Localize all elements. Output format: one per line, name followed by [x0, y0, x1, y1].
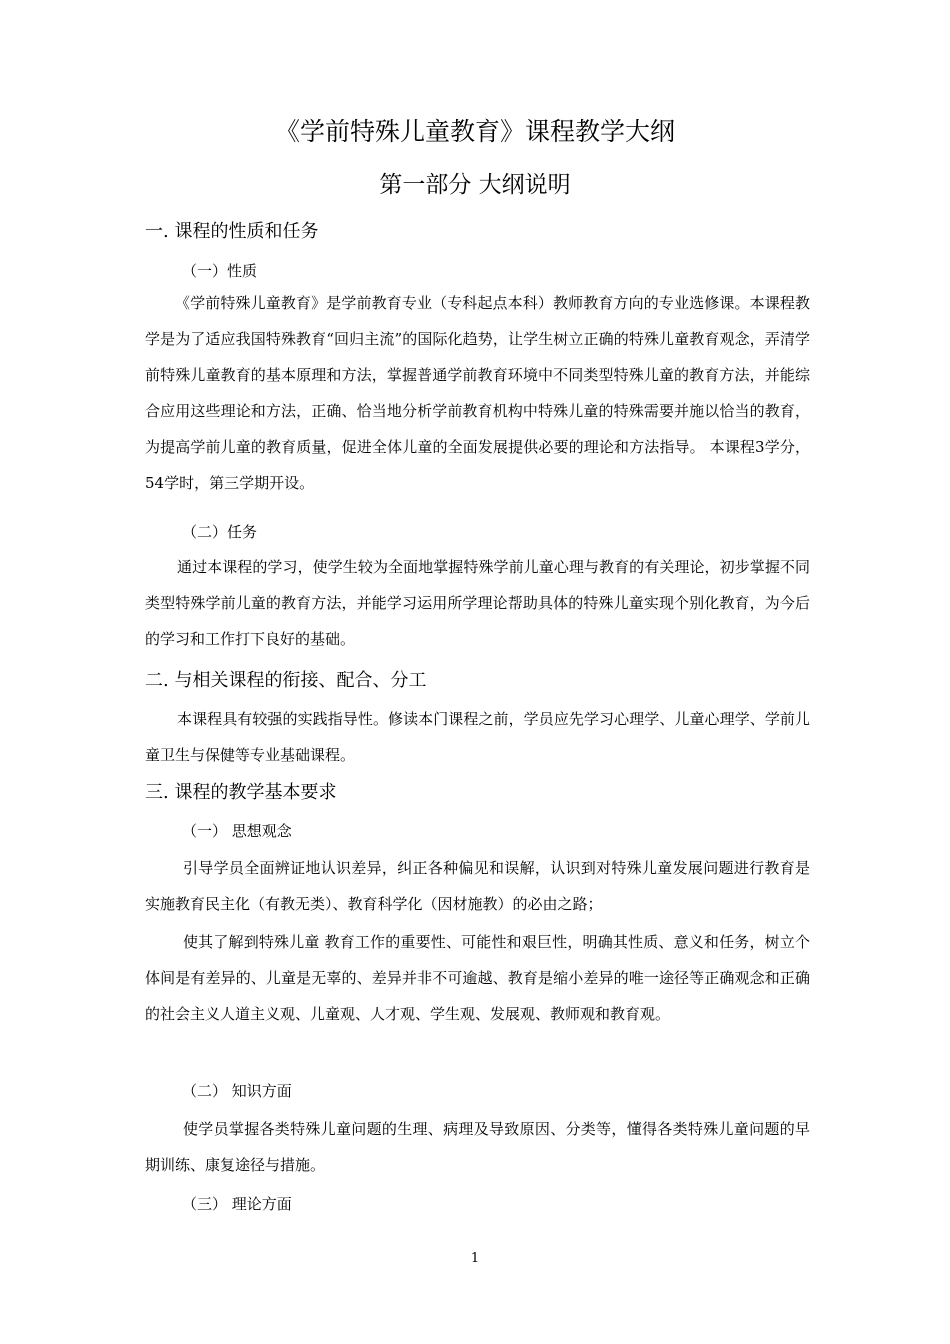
section3-sub2-paragraph: 使学员掌握各类特殊儿童问题的生理、病理及导致原因、分类等，懂得各类特殊儿童问题的早期训练、康复途径与措施。: [145, 1120, 810, 1174]
section3-sub1-paragraph-1: 引导学员全面辨证地认识差异，纠正各种偏见和误解，认识到对特殊儿童发展问题进行教育是实施教育民主化（有教无类）、教育科学化（因材施教）的必由之路；: [145, 859, 810, 913]
section3-sub1-paragraph-2: 使其了解到特殊儿童 教育工作的重要性、可能性和艰巨性，明确其性质、意义和任务，树立个体间是有差异的、儿童是无辜的、差异并非不可逾越、教育是缩小差异的唯一途径等正确观念和正确的社会主义人道主义观、儿童观、人才观、学生观、发展观、教师观和教育观。: [145, 933, 810, 1023]
section1-sub2-paragraph: 通过本课程的学习，使学生较为全面地掌握特殊学前儿童心理与教育的有关理论，初步掌握不同类型特殊学前儿童的教育方法，并能学习运用所学理论帮助具体的特殊儿童实现个别化教育，为今后的学习和工作打下良好的基础。: [145, 558, 810, 648]
section1-sub2-heading: （二）任务: [182, 523, 258, 541]
section1-sub1-paragraph: 《学前特殊儿童教育》是学前教育专业（专科起点本科）教师教育方向的专业选修课。本课程教学是为了适应我国特殊教育“回归主流”的国际化趋势，让学生树立正确的特殊儿童教育观念，弄清学前特殊儿童教育的基本原理和方法，掌握普通学前教育环境中不同类型特殊儿童的教育方法，并能综合应用这些理论和方法，正确、恰当地分析学前教育机构中特殊儿童的特殊需要并施以恰当的教育，为提高学前儿童的教育质量，促进全体儿童的全面发展提供必要的理论和方法指导。 本课程3学分，54学时，第三学期开设。: [145, 294, 810, 492]
section1-heading: 一. 课程的性质和任务: [145, 221, 319, 242]
document-title: 《学前特殊儿童教育》课程教学大纲: [274, 117, 675, 146]
section2-heading: 二. 与相关课程的衔接、配合、分工: [145, 670, 427, 691]
section3-sub2-heading: （二） 知识方面: [182, 1082, 292, 1100]
document-subtitle: 第一部分 大纲说明: [379, 172, 571, 198]
section3-sub3-heading: （三） 理论方面: [182, 1195, 292, 1213]
section3-heading: 三. 课程的教学基本要求: [145, 782, 337, 803]
section3-sub1-heading: （一） 思想观念: [182, 822, 292, 840]
section2-paragraph: 本课程具有较强的实践指导性。修读本门课程之前，学员应先学习心理学、儿童心理学、学前儿童卫生与保健等专业基础课程。: [145, 710, 810, 764]
page-number: 1: [470, 1251, 480, 1266]
section1-sub1-heading: （一）性质: [182, 262, 258, 280]
